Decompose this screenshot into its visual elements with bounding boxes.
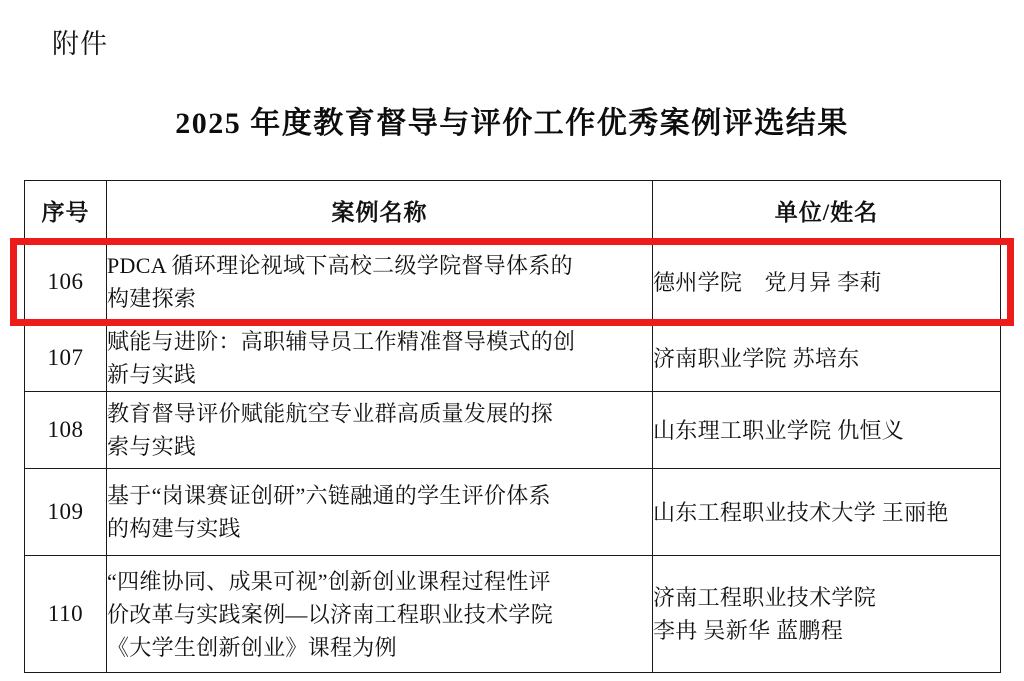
- table-body: [25, 240, 1001, 673]
- results-table: [24, 180, 1001, 673]
- case-name-line: PDCA 循环理论视域下高校二级学院督导体系的: [107, 253, 573, 278]
- unit-name-line: 李冉 吴新华 蓝鹏程: [653, 618, 844, 643]
- table-row: [25, 392, 1001, 469]
- row-number: 108: [25, 392, 107, 469]
- unit-name-line: 济南工程职业技术学院: [653, 585, 877, 610]
- unit-name-line: 山东理工职业学院 仇恒义: [653, 417, 905, 443]
- table-row: [25, 469, 1001, 556]
- column-header-no: 序号: [25, 181, 107, 240]
- case-name-line: “四维协同、成果可视”创新创业课程过程性评: [107, 568, 551, 594]
- case-name-line: 《大学生创新创业》课程为例: [107, 634, 397, 660]
- case-name-line: 教育督导评价赋能航空专业群高质量发展的探: [107, 401, 554, 426]
- case-name: [107, 392, 653, 469]
- table-row: [25, 556, 1001, 673]
- unit-name: [653, 556, 1001, 673]
- case-name: [107, 240, 653, 325]
- case-name-line: 基于“岗课赛证创研”六链融通的学生评价体系: [107, 483, 551, 508]
- case-name-line: 构建探索: [107, 286, 197, 311]
- results-table-container: [24, 180, 1000, 673]
- row-number: 110: [25, 556, 107, 673]
- case-name-line: 的构建与实践: [107, 516, 241, 541]
- column-header-name: 案例名称: [107, 181, 653, 240]
- unit-name-line: 济南职业学院 苏培东: [653, 345, 860, 371]
- table-row: [25, 240, 1001, 325]
- unit-name-line: 山东工程职业技术大学 王丽艳: [653, 499, 949, 525]
- row-number: 106: [25, 240, 107, 325]
- page-title: 2025 年度教育督导与评价工作优秀案例评选结果: [175, 107, 849, 140]
- row-number: 109: [25, 469, 107, 556]
- unit-name: [653, 325, 1001, 392]
- case-name-line: 价改革与实践案例—以济南工程职业技术学院: [107, 601, 554, 627]
- table-row: [25, 325, 1001, 392]
- attachment-label: 附件: [52, 29, 108, 59]
- row-number: 107: [25, 325, 107, 392]
- case-name-line: 新与实践: [107, 362, 197, 387]
- unit-name-line: 德州学院 党月异 李莉: [653, 269, 882, 295]
- case-name: [107, 325, 653, 392]
- case-name: [107, 469, 653, 556]
- unit-name: [653, 240, 1001, 325]
- case-name-line: 索与实践: [107, 434, 197, 459]
- table-header-row: [25, 181, 1001, 240]
- unit-name: [653, 392, 1001, 469]
- case-name: [107, 556, 653, 673]
- column-header-unit: 单位/姓名: [653, 181, 1001, 240]
- case-name-line: 赋能与进阶：高职辅导员工作精准督导模式的创: [107, 329, 576, 354]
- table-header: [25, 181, 1001, 240]
- unit-name: [653, 469, 1001, 556]
